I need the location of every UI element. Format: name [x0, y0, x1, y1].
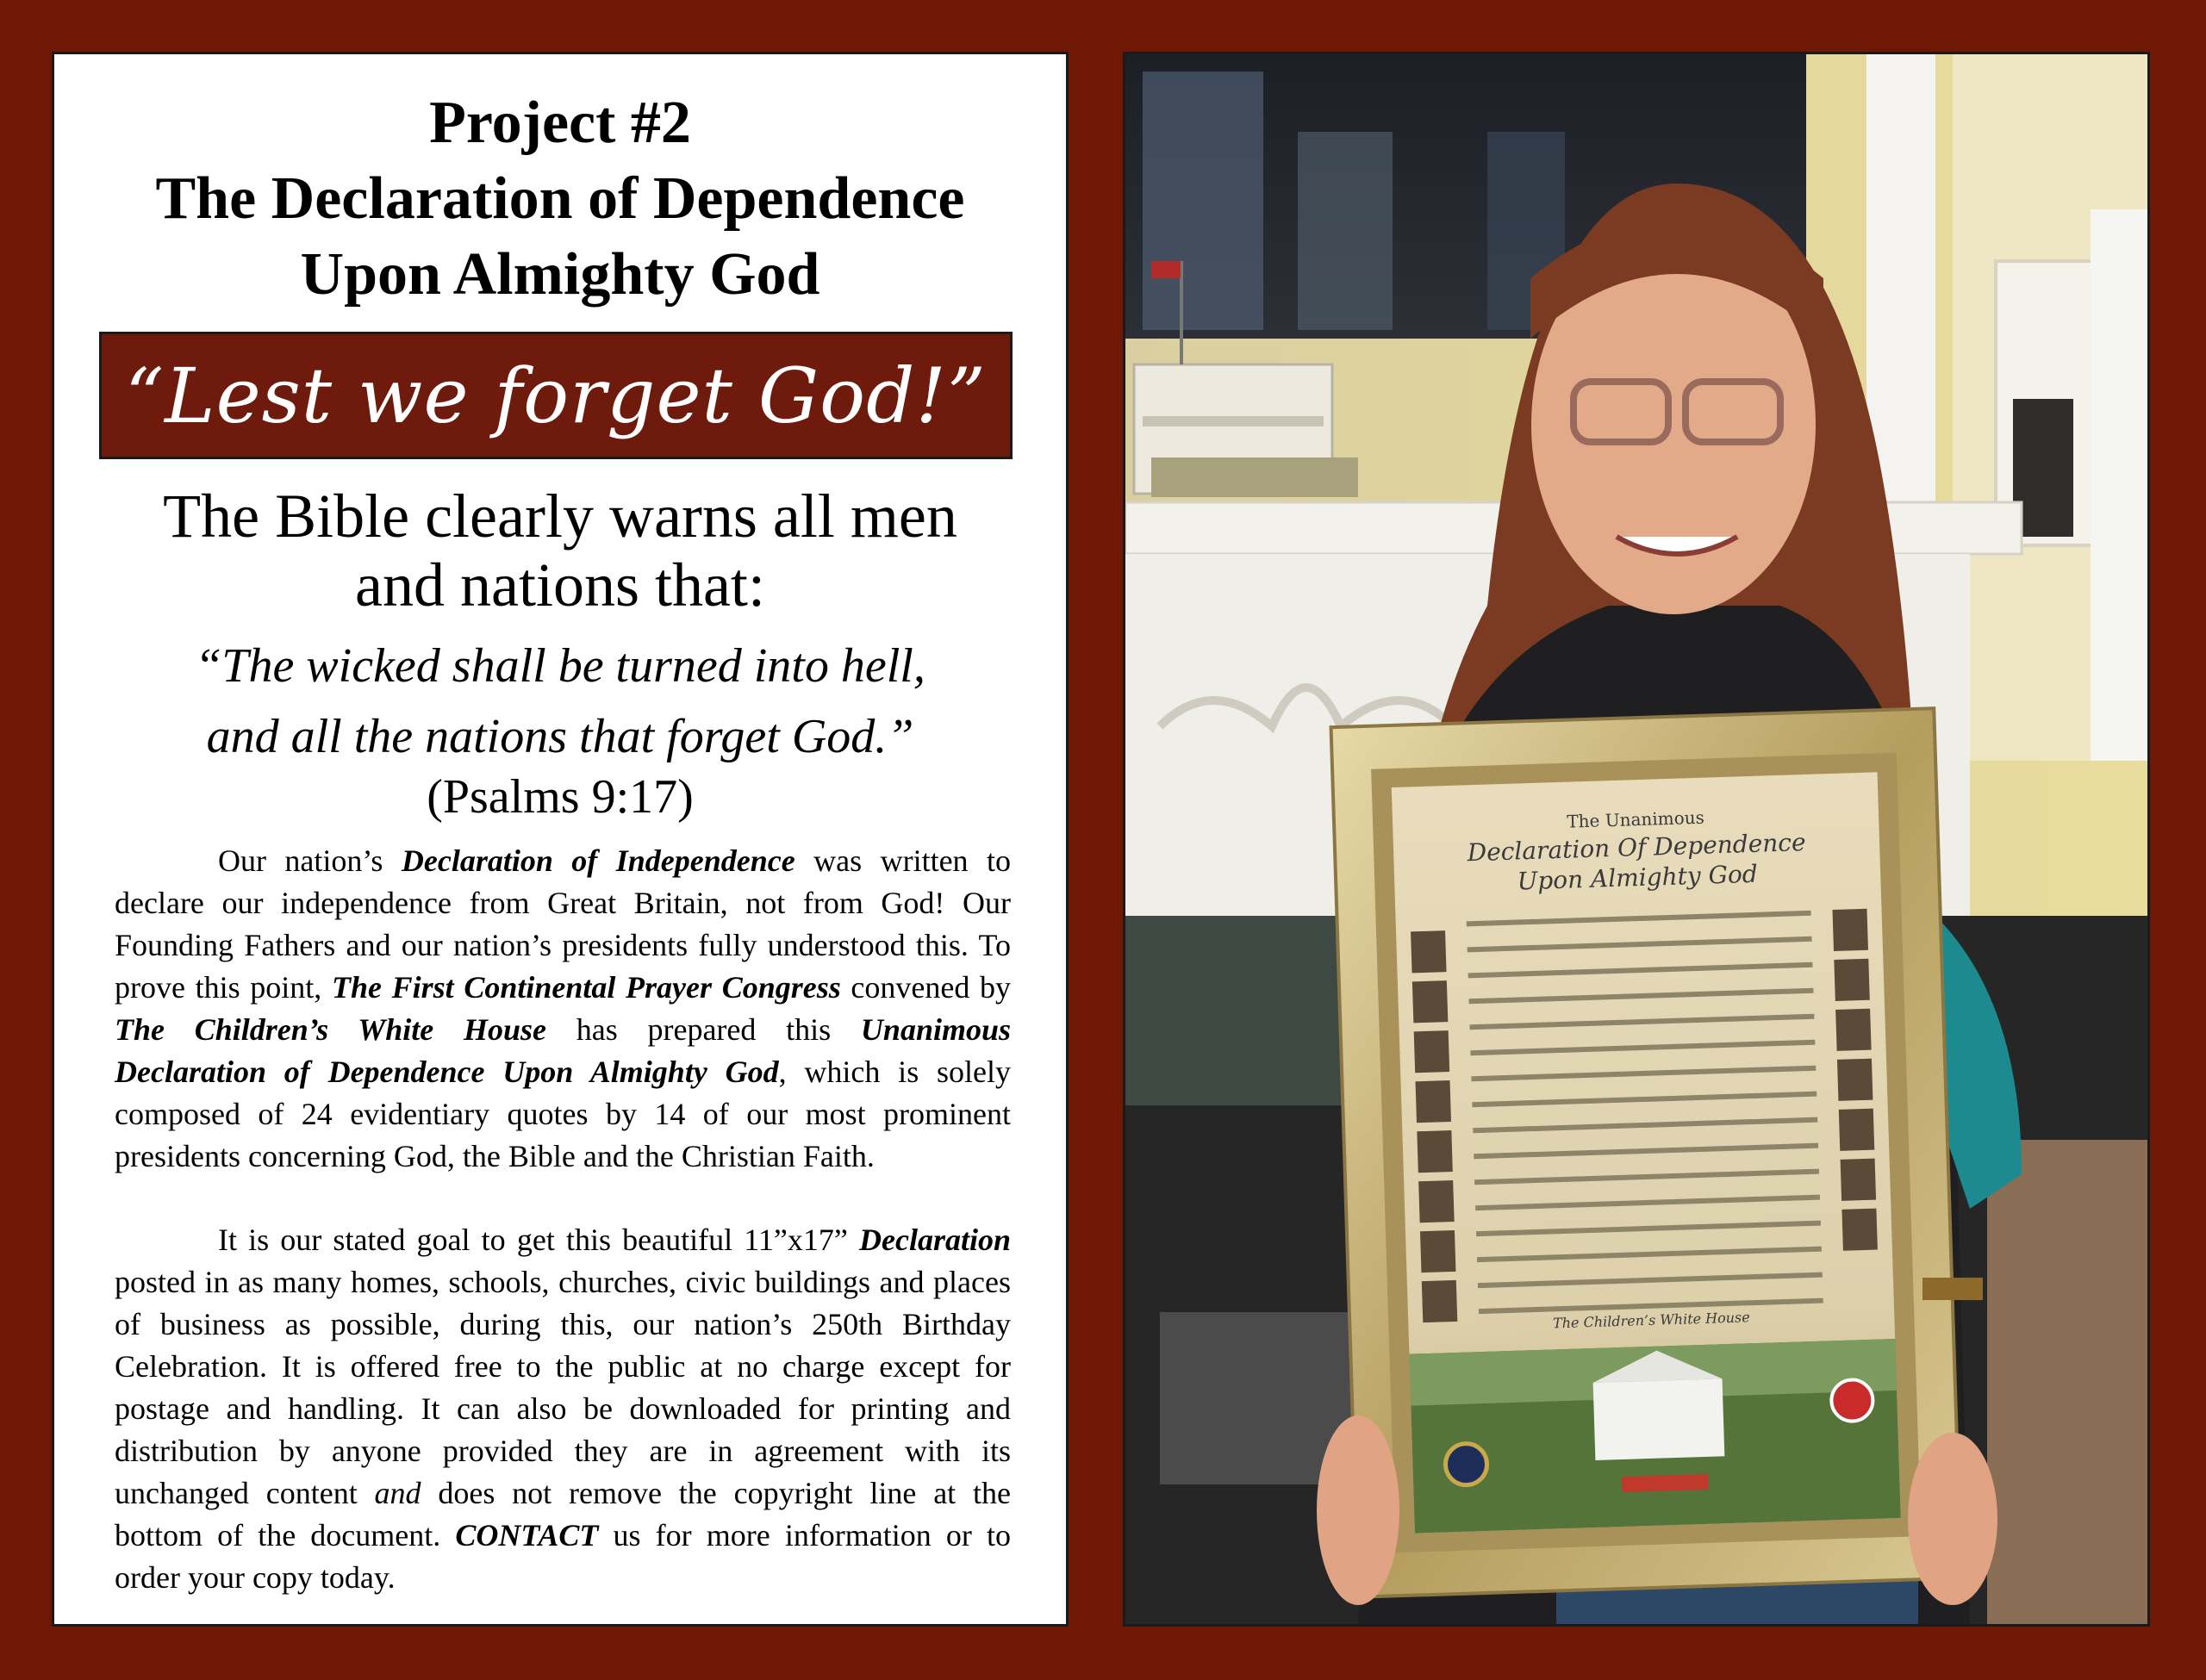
p2-emph-declaration: Declaration — [859, 1223, 1011, 1257]
heading-line-2: The Declaration of Dependence — [155, 165, 965, 232]
verse-citation: (Psalms 9:17) — [427, 770, 694, 824]
p2-emph-and: and — [374, 1476, 421, 1510]
lead-line-1: The Bible clearly warns all men — [163, 482, 957, 551]
heading-line-1: Project #2 — [429, 90, 691, 156]
p1-text-3: convened by — [840, 970, 1011, 1005]
poster-title-line-1: Declaration Of Dependence — [1467, 827, 1807, 868]
p2-text-3: does not remove the copyright line at the bottom of the document. — [115, 1476, 1011, 1552]
paragraph-1 — [115, 840, 1011, 1178]
verse-line-2: and all the nations that forget God.” — [206, 710, 914, 763]
p2-emph-contact: CONTACT — [455, 1518, 599, 1552]
p1-text-1: Our nation’s — [218, 843, 402, 878]
p1-emph-declaration-of-independence: Declaration of Independence — [401, 843, 795, 878]
banner-text: “Lest we forget God!” — [125, 351, 987, 440]
heading-line-3: Upon Almighty God — [300, 241, 820, 308]
quote-banner — [99, 332, 1013, 459]
lead-line-2: and nations that: — [355, 551, 765, 619]
paragraph-2 — [115, 1219, 1011, 1599]
p2-text-2: posted in as many homes, schools, churches, civic buildings and places of business as possible, during this, our nation’s 250th Birthday Celebration. It is offered free to the public at no charge except for postage and handling. It can also be downloaded for printing and distribution by anyone provided they are in agreement with its unchanged content — [115, 1265, 1011, 1510]
verse-line-1: “The wicked shall be turned into hell, — [195, 639, 925, 693]
p1-emph-childrens-white-house: The Children’s White House — [115, 1012, 546, 1047]
poster-footer: The Children’s White House — [1552, 1309, 1750, 1332]
p1-text-5: , which is solely composed of 24 evidentiary quotes by 14 of our most prominent presidents concerning God, the Bible and the Christian Faith. — [115, 1055, 1011, 1173]
p1-emph-prayer-congress: The First Continental Prayer Congress — [331, 970, 841, 1005]
text-panel — [52, 52, 1069, 1627]
p2-text-4: us for more information or to order your copy today. — [115, 1518, 1011, 1595]
photo-woman-holding-framed-declaration — [1123, 52, 2150, 1627]
p1-text-2: was written to declare our independence from Great Britain, not from God! Our Founding Fathers and our nation’s presidents fully understood this. To prove this point, — [115, 843, 1012, 1005]
p1-emph-unanimous-declaration: Unanimous Declaration of Dependence Upon Almighty God — [115, 1012, 1011, 1089]
photo-illustration — [1125, 54, 2147, 1624]
poster-title-small: The Unanimous — [1566, 806, 1705, 832]
p2-text-1: It is our stated goal to get this beautiful 11”x17” — [218, 1223, 859, 1257]
p1-text-4: has prepared this — [546, 1012, 861, 1047]
poster-title-line-2: Upon Almighty God — [1517, 859, 1759, 896]
